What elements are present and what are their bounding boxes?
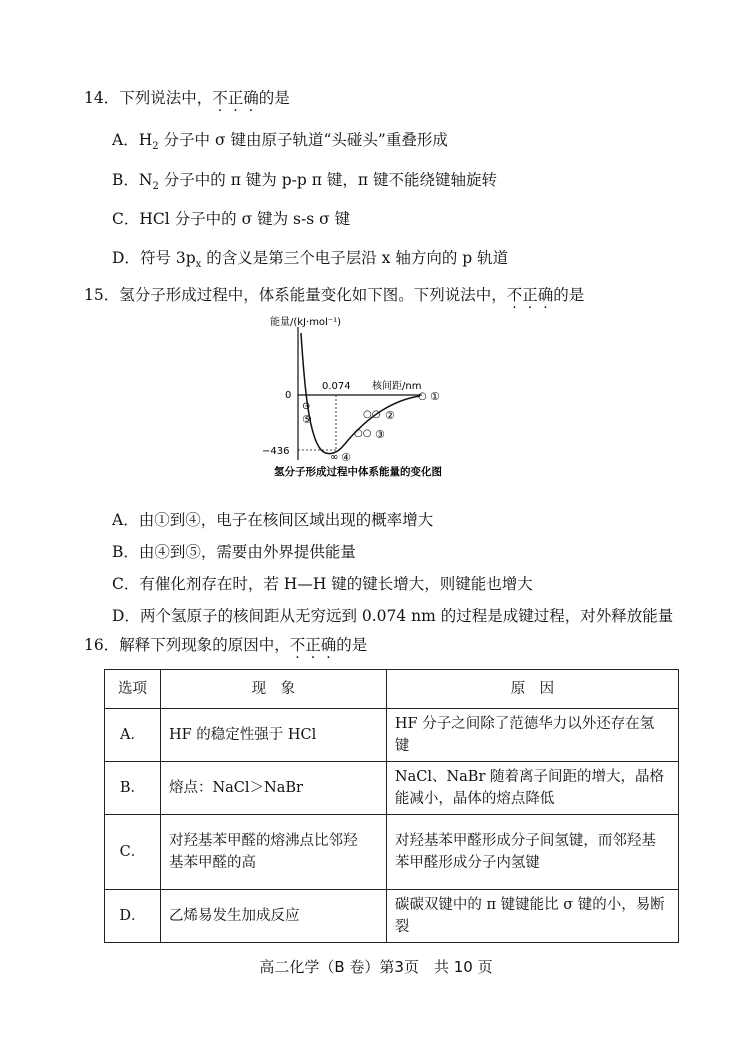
header-phenomenon: 现 象 — [160, 670, 386, 709]
x-tick-label: 0.074 — [322, 381, 351, 392]
energy-curve-figure — [252, 305, 492, 485]
figure-caption: 氢分子形成过程中体系能量的变化图 — [274, 466, 442, 478]
y-tick-label: −436 — [262, 446, 290, 457]
marker-4-atoms: ∞ — [330, 452, 339, 463]
q14-option-d: D．符号 $3p_x$ 的含义是第三个电子层沿 x 轴方向的 p 轨道 — [112, 249, 509, 271]
row-reason: NaCl、NaBr 随着离子间距的增大，晶格 能减小，晶体的熔点降低 — [386, 762, 678, 815]
marker-1-atoms: ○ — [418, 391, 427, 402]
row-reason: HF 分子之间除了范德华力以外还存在氢 键 — [386, 709, 678, 762]
row-reason: 对羟基苯甲醛形成分子间氢键，而邻羟基 苯甲醛形成分子内氢键 — [386, 815, 678, 890]
table-row — [105, 762, 679, 815]
marker-4: ④ — [341, 451, 351, 464]
marker-2: ② — [385, 409, 395, 422]
q15-option-c: C．有催化剂存在时，若 H—H 键的键长增大，则键能也增大 — [112, 575, 533, 593]
table-row — [105, 890, 679, 943]
question-14-stem: 14．下列说法中，不正确的是 — [84, 89, 290, 107]
marker-5-atoms: ⊙ — [302, 401, 311, 412]
marker-3-atoms: ○○ — [354, 428, 372, 439]
row-phenomenon: 乙烯易发生加成反应 — [160, 890, 386, 943]
page-footer: 高二化学（B 卷）第3页 共 10 页 — [259, 958, 493, 976]
figure-xlabel: 核间距/nm — [372, 381, 422, 392]
question-15-stem: 15．氢分子形成过程中，体系能量变化如下图。下列说法中，不正确的是 — [84, 286, 585, 304]
marker-5: ⑤ — [302, 413, 312, 426]
row-option: D． — [105, 890, 161, 943]
marker-2-atoms: ○○ — [363, 409, 381, 420]
q14-option-b: B．$N_2$ 分子中的 π 键为 p-p π 键，π 键不能绕键轴旋转 — [112, 171, 497, 193]
row-phenomenon: 对羟基苯甲醛的熔沸点比邻羟 基苯甲醛的高 — [160, 815, 386, 890]
row-phenomenon: 熔点：NaCl＞NaBr — [160, 762, 386, 815]
q14-option-a: A．$H_2$ 分子中 σ 键由原子轨道“头碰头”重叠形成 — [112, 131, 448, 153]
q15-option-b: B．由④到⑤，需要由外界提供能量 — [112, 543, 356, 561]
row-reason: 碳碳双键中的 π 键键能比 σ 键的小，易断 裂 — [386, 890, 678, 943]
figure-ylabel: 能量/(kJ·mol⁻¹) — [270, 317, 342, 328]
marker-1: ① — [430, 390, 440, 403]
q14-option-c: C．HCl 分子中的 σ 键为 s-s σ 键 — [112, 210, 351, 228]
q15-option-d: D．两个氢原子的核间距从无穷远到 0.074 nm 的过程是成键过程，对外释放能量 — [112, 607, 674, 625]
row-option: C． — [105, 815, 161, 890]
table-row — [105, 709, 679, 762]
q15-option-a: A．由①到④，电子在核间区域出现的概率增大 — [112, 511, 434, 529]
table-row — [105, 815, 679, 890]
marker-3: ③ — [375, 428, 385, 441]
row-option: A． — [105, 709, 161, 762]
explanation-table — [104, 669, 679, 943]
table-header-row — [105, 670, 679, 709]
header-reason: 原 因 — [386, 670, 678, 709]
zero-label: 0 — [285, 390, 292, 401]
row-option: B． — [105, 762, 161, 815]
question-16-stem: 16．解释下列现象的原因中，不正确的是 — [84, 636, 368, 654]
header-option: 选项 — [105, 670, 161, 709]
row-phenomenon: HF 的稳定性强于 HCl — [160, 709, 386, 762]
